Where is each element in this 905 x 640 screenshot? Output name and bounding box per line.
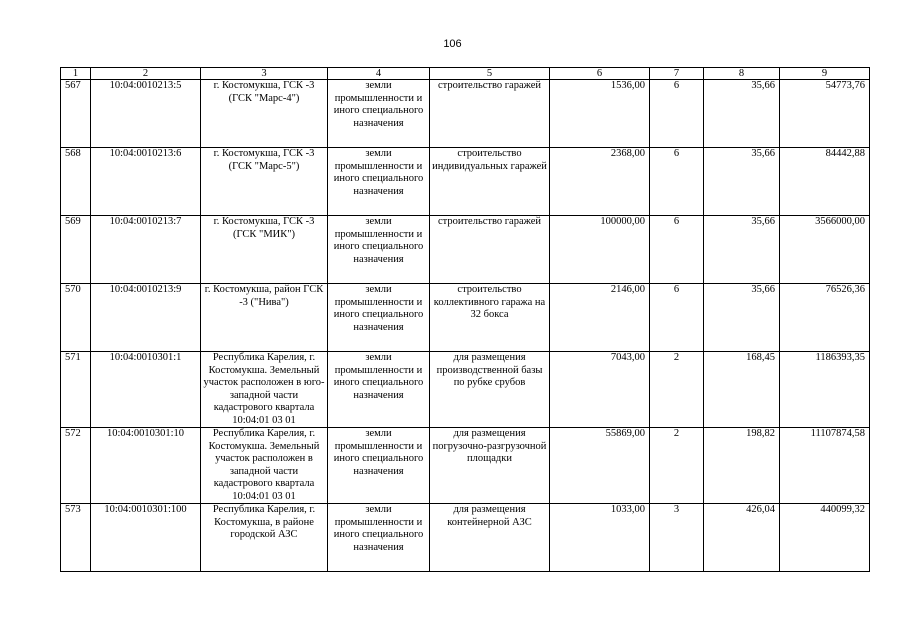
area: 55869,00	[550, 428, 650, 504]
table-row	[61, 428, 870, 504]
cadastral-value: 3566000,00	[780, 216, 870, 284]
column-header: 6	[550, 68, 650, 80]
land-category: земли промышленности и иного специального назначения	[328, 80, 430, 148]
group: 6	[650, 284, 704, 352]
address: г. Костомукша, район ГСК -3 ("Нива")	[201, 284, 328, 352]
cadastral-table	[60, 67, 870, 572]
area: 100000,00	[550, 216, 650, 284]
group: 2	[650, 352, 704, 428]
table-row	[61, 216, 870, 284]
cadastral-number: 10:04:0010213:6	[91, 148, 201, 216]
row-number: 572	[61, 428, 91, 504]
cadastral-value: 76526,36	[780, 284, 870, 352]
cadastral-number: 10:04:0010301:100	[91, 504, 201, 572]
group: 6	[650, 216, 704, 284]
column-header: 5	[430, 68, 550, 80]
permitted-use: для размещения погрузочно-разгрузочной площадки	[430, 428, 550, 504]
cadastral-number: 10:04:0010301:10	[91, 428, 201, 504]
cadastral-value: 84442,88	[780, 148, 870, 216]
group: 2	[650, 428, 704, 504]
table-row	[61, 284, 870, 352]
rate: 35,66	[704, 284, 780, 352]
page-number: 106	[443, 38, 462, 50]
row-number: 573	[61, 504, 91, 572]
column-header: 4	[328, 68, 430, 80]
permitted-use: для размещения контейнерной АЗС	[430, 504, 550, 572]
table-row	[61, 504, 870, 572]
group: 6	[650, 80, 704, 148]
permitted-use: строительство коллективного гаража на 32 бокса	[430, 284, 550, 352]
address: г. Костомукша, ГСК -3 (ГСК "Марс-5")	[201, 148, 328, 216]
area: 1033,00	[550, 504, 650, 572]
row-number: 571	[61, 352, 91, 428]
cadastral-number: 10:04:0010213:7	[91, 216, 201, 284]
land-category: земли промышленности и иного специального назначения	[328, 148, 430, 216]
column-header: 9	[780, 68, 870, 80]
land-category: земли промышленности и иного специального назначения	[328, 504, 430, 572]
land-category: земли промышленности и иного специального назначения	[328, 428, 430, 504]
permitted-use: строительство индивидуальных гаражей	[430, 148, 550, 216]
permitted-use: строительство гаражей	[430, 80, 550, 148]
group: 3	[650, 504, 704, 572]
row-number: 567	[61, 80, 91, 148]
cadastral-value: 54773,76	[780, 80, 870, 148]
rate: 35,66	[704, 216, 780, 284]
column-header: 2	[91, 68, 201, 80]
address: г. Костомукша, ГСК -3 (ГСК "МИК")	[201, 216, 328, 284]
row-number: 568	[61, 148, 91, 216]
row-number: 569	[61, 216, 91, 284]
column-header: 1	[61, 68, 91, 80]
rate: 198,82	[704, 428, 780, 504]
row-number: 570	[61, 284, 91, 352]
rate: 35,66	[704, 148, 780, 216]
rate: 35,66	[704, 80, 780, 148]
header-row	[61, 68, 870, 80]
address: Республика Карелия, г. Костомукша, в районе городской АЗС	[201, 504, 328, 572]
cadastral-value: 440099,32	[780, 504, 870, 572]
address: Республика Карелия, г. Костомукша. Земельный участок расположен в юго-западной части кадастрового квартала 10:04:01 03 01	[201, 352, 328, 428]
table-row	[61, 352, 870, 428]
permitted-use: для размещения производственной базы по рубке срубов	[430, 352, 550, 428]
address: г. Костомукша, ГСК -3 (ГСК "Марс-4")	[201, 80, 328, 148]
area: 1536,00	[550, 80, 650, 148]
permitted-use: строительство гаражей	[430, 216, 550, 284]
cadastral-number: 10:04:0010213:5	[91, 80, 201, 148]
column-header: 8	[704, 68, 780, 80]
group: 6	[650, 148, 704, 216]
land-category: земли промышленности и иного специального назначения	[328, 284, 430, 352]
area: 2368,00	[550, 148, 650, 216]
cadastral-number: 10:04:0010213:9	[91, 284, 201, 352]
land-category: земли промышленности и иного специального назначения	[328, 352, 430, 428]
area: 2146,00	[550, 284, 650, 352]
table-row	[61, 148, 870, 216]
column-header: 7	[650, 68, 704, 80]
address: Республика Карелия, г. Костомукша. Земельный участок расположен в западной части кадастрового квартала 10:04:01 03 01	[201, 428, 328, 504]
cadastral-value: 11107874,58	[780, 428, 870, 504]
table-row	[61, 80, 870, 148]
rate: 426,04	[704, 504, 780, 572]
land-category: земли промышленности и иного специального назначения	[328, 216, 430, 284]
column-header: 3	[201, 68, 328, 80]
cadastral-value: 1186393,35	[780, 352, 870, 428]
area: 7043,00	[550, 352, 650, 428]
cadastral-number: 10:04:0010301:1	[91, 352, 201, 428]
rate: 168,45	[704, 352, 780, 428]
